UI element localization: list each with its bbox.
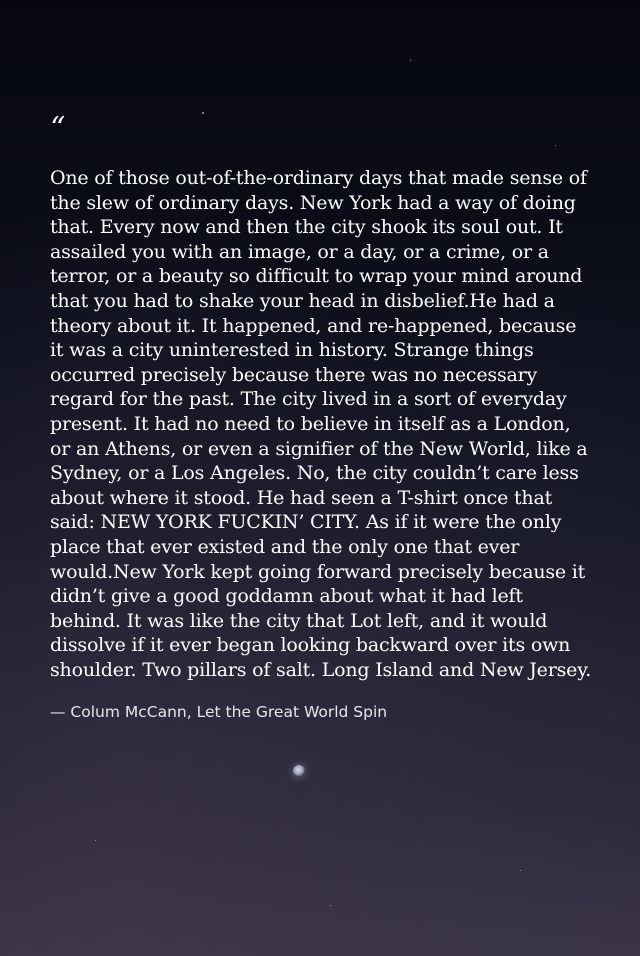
star [330, 905, 331, 906]
moon [293, 765, 305, 777]
star [95, 840, 96, 841]
star [520, 870, 521, 871]
star [410, 60, 411, 61]
quote-text: One of those out-of-the-ordinary days that made sense of the slew of ordinary days. New York had a way of doing that. Every now and then the city shook its soul out. It assailed you with an image, or a day, or a crime, or a terror, or a beauty so difficult to wrap your mind around that you had to shake your head in disbelief.He had a theory about it. It happened, and re-happened, because it was a city uninterested in history. Strange things occurred precisely because there was no necessary regard for the past. The city lived in a sort of everyday present. It had no need to believe in itself as a London, or an Athens, or even a signifier of the New World, like a Sydney, or a Los Angeles. No, the city couldn’t care less about where it stood. He had seen a T-shirt once that said: NEW YORK FUCKIN’ CITY. As if it were the only place that ever existed and the only one that ever would.New York kept going forward precisely because it didn’t give a good goddamn about what it had left behind. It was like the city that Lot left, and it would dissolve if it ever began looking backward over its own shoulder. Two pillars of salt. Long Island and New Jersey. [50, 167, 592, 681]
quote-mark-icon: “ [50, 111, 66, 146]
quote-attribution: — Colum McCann, Let the Great World Spin [50, 703, 388, 722]
quote-card [50, 112, 595, 722]
